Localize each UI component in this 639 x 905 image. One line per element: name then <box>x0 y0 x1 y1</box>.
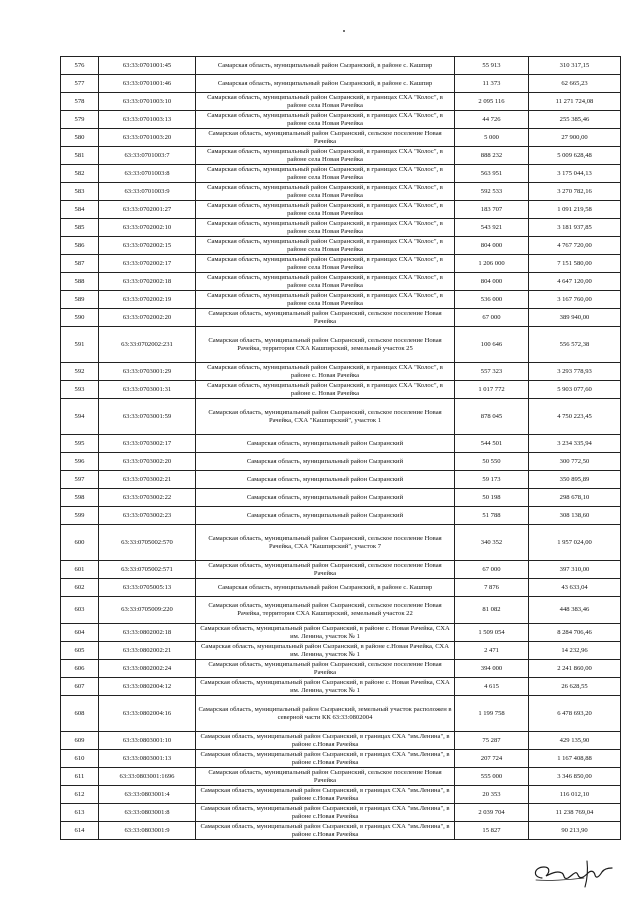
area-cell: 1 509 054 <box>455 624 529 642</box>
cadastral-number-cell: 63:33:0702002:19 <box>99 291 196 309</box>
cadastral-number-cell: 63:33:0802004:12 <box>99 678 196 696</box>
row-number-cell: 609 <box>61 732 99 750</box>
cadastral-cost-cell: 448 383,46 <box>529 597 621 624</box>
location-cell: Самарская область, муниципальный район Сызранский, в границах СХА "Колос", в районе села Новая Рачейка <box>196 273 455 291</box>
cadastral-number-cell: 63:33:0802002:18 <box>99 624 196 642</box>
cadastral-number-cell: 63:33:0703002:22 <box>99 489 196 507</box>
location-cell: Самарская область, муниципальный район Сызранский, сельское поселение Новая Рачейка <box>196 309 455 327</box>
row-number-cell: 580 <box>61 129 99 147</box>
location-cell: Самарская область, муниципальный район Сызранский, в границах СХА "им.Ленина", в районе с.Новая Рачейка <box>196 804 455 822</box>
area-cell: 5 000 <box>455 129 529 147</box>
row-number-cell: 608 <box>61 696 99 732</box>
area-cell: 15 827 <box>455 822 529 840</box>
area-cell: 51 788 <box>455 507 529 525</box>
cadastral-cost-cell: 255 385,46 <box>529 111 621 129</box>
location-cell: Самарская область, муниципальный район Сызранский, земельный участок расположен в северной части КК 63:33:0802004 <box>196 696 455 732</box>
cadastral-number-cell: 63:33:0701003:9 <box>99 183 196 201</box>
location-cell: Самарская область, муниципальный район Сызранский, в границах СХА "Колос", в районе села Новая Рачейка <box>196 237 455 255</box>
row-number-cell: 588 <box>61 273 99 291</box>
row-number-cell: 595 <box>61 435 99 453</box>
table-row <box>61 696 621 732</box>
row-number-cell: 599 <box>61 507 99 525</box>
area-cell: 555 000 <box>455 768 529 786</box>
row-number-cell: 606 <box>61 660 99 678</box>
table-row <box>61 147 621 165</box>
area-cell: 75 287 <box>455 732 529 750</box>
area-cell: 4 615 <box>455 678 529 696</box>
cadastral-cost-cell: 4 750 223,45 <box>529 399 621 435</box>
cadastral-number-cell: 63:33:0803001:10 <box>99 732 196 750</box>
row-number-cell: 596 <box>61 453 99 471</box>
row-number-cell: 587 <box>61 255 99 273</box>
scan-speck <box>343 30 345 32</box>
table-row <box>61 381 621 399</box>
table-row <box>61 129 621 147</box>
location-cell: Самарская область, муниципальный район Сызранский, в границах СХА "Колос", в районе села Новая Рачейка <box>196 291 455 309</box>
area-cell: 543 921 <box>455 219 529 237</box>
cadastral-cost-cell: 5 903 077,60 <box>529 381 621 399</box>
table-row <box>61 363 621 381</box>
area-cell: 804 000 <box>455 237 529 255</box>
location-cell: Самарская область, муниципальный район Сызранский, в границах СХА "Колос", в районе села Новая Рачейка <box>196 111 455 129</box>
table-row <box>61 750 621 768</box>
row-number-cell: 612 <box>61 786 99 804</box>
location-cell: Самарская область, муниципальный район Сызранский, в границах СХА "Колос", в районе села Новая Рачейка <box>196 165 455 183</box>
table-row <box>61 435 621 453</box>
cadastral-cost-cell: 556 572,38 <box>529 327 621 363</box>
cadastral-cost-cell: 397 310,00 <box>529 561 621 579</box>
table-row <box>61 183 621 201</box>
cadastral-number-cell: 63:33:0705005:13 <box>99 579 196 597</box>
cadastral-number-cell: 63:33:0803001:13 <box>99 750 196 768</box>
location-cell: Самарская область, муниципальный район Сызранский, сельское поселение Новая Рачейка <box>196 768 455 786</box>
cadastral-cost-cell: 350 895,89 <box>529 471 621 489</box>
cadastral-number-cell: 63:33:0803001:1696 <box>99 768 196 786</box>
row-number-cell: 602 <box>61 579 99 597</box>
cadastral-cost-cell: 27 900,00 <box>529 129 621 147</box>
row-number-cell: 607 <box>61 678 99 696</box>
table-row <box>61 561 621 579</box>
row-number-cell: 591 <box>61 327 99 363</box>
area-cell: 394 000 <box>455 660 529 678</box>
area-cell: 2 039 704 <box>455 804 529 822</box>
location-cell: Самарская область, муниципальный район Сызранский, сельское поселение Новая Рачейка <box>196 561 455 579</box>
cadastral-cost-cell: 300 772,50 <box>529 453 621 471</box>
cadastral-number-cell: 63:33:0701003:7 <box>99 147 196 165</box>
cadastral-number-cell: 63:33:0701003:8 <box>99 165 196 183</box>
area-cell: 1 206 000 <box>455 255 529 273</box>
location-cell: Самарская область, муниципальный район Сызранский, в границах СХА "Колос", в районе села Новая Рачейка <box>196 201 455 219</box>
table-row <box>61 660 621 678</box>
cadastral-number-cell: 63:33:0701003:10 <box>99 93 196 111</box>
cadastral-number-cell: 63:33:0701003:13 <box>99 111 196 129</box>
cadastral-cost-cell: 4 767 720,00 <box>529 237 621 255</box>
cadastral-number-cell: 63:33:0703002:23 <box>99 507 196 525</box>
location-cell: Самарская область, муниципальный район Сызранский <box>196 507 455 525</box>
table-row <box>61 273 621 291</box>
row-number-cell: 603 <box>61 597 99 624</box>
table-row <box>61 489 621 507</box>
row-number-cell: 605 <box>61 642 99 660</box>
location-cell: Самарская область, муниципальный район Сызранский, в районе с. Новая Рачейка, СХА им. Ленина, участок № 1 <box>196 624 455 642</box>
location-cell: Самарская область, муниципальный район Сызранский, в границах СХА "им.Ленина", в районе с.Новая Рачейка <box>196 732 455 750</box>
cadastral-number-cell: 63:33:0802004:16 <box>99 696 196 732</box>
cadastral-cost-cell: 11 271 724,08 <box>529 93 621 111</box>
row-number-cell: 604 <box>61 624 99 642</box>
cadastral-cost-cell: 1 091 219,58 <box>529 201 621 219</box>
cadastral-number-cell: 63:33:0703001:59 <box>99 399 196 435</box>
land-plots-table <box>60 56 621 840</box>
area-cell: 536 000 <box>455 291 529 309</box>
row-number-cell: 582 <box>61 165 99 183</box>
cadastral-cost-cell: 3 167 760,00 <box>529 291 621 309</box>
row-number-cell: 598 <box>61 489 99 507</box>
cadastral-cost-cell: 6 478 693,20 <box>529 696 621 732</box>
table-row <box>61 201 621 219</box>
table-row <box>61 507 621 525</box>
area-cell: 563 951 <box>455 165 529 183</box>
table-row <box>61 165 621 183</box>
cadastral-cost-cell: 3 346 850,00 <box>529 768 621 786</box>
row-number-cell: 578 <box>61 93 99 111</box>
cadastral-number-cell: 63:33:0702002:17 <box>99 255 196 273</box>
cadastral-cost-cell: 116 012,10 <box>529 786 621 804</box>
row-number-cell: 589 <box>61 291 99 309</box>
cadastral-cost-cell: 43 633,04 <box>529 579 621 597</box>
location-cell: Самарская область, муниципальный район Сызранский, в границах СХА "Колос", в районе села Новая Рачейка <box>196 255 455 273</box>
table-row <box>61 642 621 660</box>
table-row <box>61 453 621 471</box>
area-cell: 67 000 <box>455 309 529 327</box>
area-cell: 2 471 <box>455 642 529 660</box>
location-cell: Самарская область, муниципальный район Сызранский <box>196 471 455 489</box>
table-row <box>61 786 621 804</box>
cadastral-number-cell: 63:33:0702002:15 <box>99 237 196 255</box>
cadastral-cost-cell: 2 241 860,00 <box>529 660 621 678</box>
location-cell: Самарская область, муниципальный район Сызранский, в районе с. Кашпир <box>196 57 455 75</box>
cadastral-number-cell: 63:33:0703002:17 <box>99 435 196 453</box>
location-cell: Самарская область, муниципальный район Сызранский, в районе с. Новая Рачейка, СХА им. Ленина, участок № 1 <box>196 678 455 696</box>
cadastral-cost-cell: 4 647 120,00 <box>529 273 621 291</box>
location-cell: Самарская область, муниципальный район Сызранский, в районе с. Кашпир <box>196 579 455 597</box>
cadastral-number-cell: 63:33:0703002:21 <box>99 471 196 489</box>
location-cell: Самарская область, муниципальный район Сызранский, в районе с. Кашпир <box>196 75 455 93</box>
cadastral-cost-cell: 310 317,15 <box>529 57 621 75</box>
row-number-cell: 581 <box>61 147 99 165</box>
cadastral-cost-cell: 5 009 628,48 <box>529 147 621 165</box>
cadastral-number-cell: 63:33:0705002:570 <box>99 525 196 561</box>
area-cell: 59 173 <box>455 471 529 489</box>
cadastral-cost-cell: 62 665,23 <box>529 75 621 93</box>
area-cell: 888 232 <box>455 147 529 165</box>
cadastral-cost-cell: 389 940,00 <box>529 309 621 327</box>
row-number-cell: 579 <box>61 111 99 129</box>
cadastral-cost-cell: 3 175 044,13 <box>529 165 621 183</box>
area-cell: 7 876 <box>455 579 529 597</box>
area-cell: 67 000 <box>455 561 529 579</box>
cadastral-cost-cell: 11 238 769,04 <box>529 804 621 822</box>
location-cell: Самарская область, муниципальный район Сызранский, в районе с.Новая Рачейка, СХА им. Ленина, участок № 1 <box>196 642 455 660</box>
table-row <box>61 471 621 489</box>
row-number-cell: 594 <box>61 399 99 435</box>
cadastral-number-cell: 63:33:0701001:46 <box>99 75 196 93</box>
table-row <box>61 327 621 363</box>
location-cell: Самарская область, муниципальный район Сызранский <box>196 435 455 453</box>
table-row <box>61 111 621 129</box>
row-number-cell: 597 <box>61 471 99 489</box>
cadastral-cost-cell: 3 293 778,93 <box>529 363 621 381</box>
area-cell: 557 323 <box>455 363 529 381</box>
cadastral-number-cell: 63:33:0702001:27 <box>99 201 196 219</box>
table-row <box>61 768 621 786</box>
cadastral-number-cell: 63:33:0703002:20 <box>99 453 196 471</box>
row-number-cell: 610 <box>61 750 99 768</box>
table-row <box>61 579 621 597</box>
area-cell: 878 045 <box>455 399 529 435</box>
location-cell: Самарская область, муниципальный район Сызранский <box>196 489 455 507</box>
cadastral-cost-cell: 308 138,60 <box>529 507 621 525</box>
row-number-cell: 613 <box>61 804 99 822</box>
area-cell: 55 913 <box>455 57 529 75</box>
cadastral-number-cell: 63:33:0702002:18 <box>99 273 196 291</box>
table-row <box>61 237 621 255</box>
cadastral-cost-cell: 298 678,10 <box>529 489 621 507</box>
location-cell: Самарская область, муниципальный район Сызранский, сельское поселение Новая Рачейка <box>196 129 455 147</box>
area-cell: 804 000 <box>455 273 529 291</box>
area-cell: 44 726 <box>455 111 529 129</box>
cadastral-number-cell: 63:33:0803001:4 <box>99 786 196 804</box>
table-row <box>61 255 621 273</box>
location-cell: Самарская область, муниципальный район Сызранский, в границах СХА "Колос", в районе села Новая Рачейка <box>196 219 455 237</box>
table-row <box>61 597 621 624</box>
area-cell: 1 199 758 <box>455 696 529 732</box>
cadastral-number-cell: 63:33:0701001:45 <box>99 57 196 75</box>
cadastral-cost-cell: 3 234 335,94 <box>529 435 621 453</box>
table-row <box>61 309 621 327</box>
location-cell: Самарская область, муниципальный район Сызранский <box>196 453 455 471</box>
area-cell: 100 646 <box>455 327 529 363</box>
cadastral-cost-cell: 90 213,90 <box>529 822 621 840</box>
cadastral-number-cell: 63:33:0802002:24 <box>99 660 196 678</box>
location-cell: Самарская область, муниципальный район Сызранский, в границах СХА "им.Ленина", в районе с.Новая Рачейка <box>196 786 455 804</box>
area-cell: 592 533 <box>455 183 529 201</box>
area-cell: 544 501 <box>455 435 529 453</box>
table-row <box>61 219 621 237</box>
table-row <box>61 93 621 111</box>
cadastral-number-cell: 63:33:0702002:20 <box>99 309 196 327</box>
area-cell: 81 082 <box>455 597 529 624</box>
location-cell: Самарская область, муниципальный район Сызранский, сельское поселение Новая Рачейка, территория СХА Кашпирский, земельный участок 22 <box>196 597 455 624</box>
cadastral-cost-cell: 1 957 024,00 <box>529 525 621 561</box>
cadastral-cost-cell: 429 135,90 <box>529 732 621 750</box>
table-row <box>61 624 621 642</box>
cadastral-cost-cell: 14 232,96 <box>529 642 621 660</box>
table-row <box>61 75 621 93</box>
area-cell: 207 724 <box>455 750 529 768</box>
location-cell: Самарская область, муниципальный район Сызранский, в границах СХА "Колос", в районе с. Новая Рачейка <box>196 363 455 381</box>
cadastral-cost-cell: 26 628,55 <box>529 678 621 696</box>
table-row <box>61 399 621 435</box>
location-cell: Самарская область, муниципальный район Сызранский, в границах СХА "им.Ленина", в районе с.Новая Рачейка <box>196 822 455 840</box>
area-cell: 50 198 <box>455 489 529 507</box>
location-cell: Самарская область, муниципальный район Сызранский, в границах СХА "Колос", в районе села Новая Рачейка <box>196 147 455 165</box>
row-number-cell: 600 <box>61 525 99 561</box>
location-cell: Самарская область, муниципальный район Сызранский, в границах СХА "Колос", в районе с. Новая Рачейка <box>196 381 455 399</box>
cadastral-number-cell: 63:33:0705002:571 <box>99 561 196 579</box>
row-number-cell: 585 <box>61 219 99 237</box>
location-cell: Самарская область, муниципальный район Сызранский, в границах СХА "Колос", в районе села Новая Рачейка <box>196 183 455 201</box>
cadastral-number-cell: 63:33:0705009:220 <box>99 597 196 624</box>
row-number-cell: 577 <box>61 75 99 93</box>
cadastral-number-cell: 63:33:0702002:231 <box>99 327 196 363</box>
table-body <box>61 57 621 840</box>
cadastral-number-cell: 63:33:0803001:9 <box>99 822 196 840</box>
area-cell: 2 095 116 <box>455 93 529 111</box>
cadastral-cost-cell: 3 181 937,85 <box>529 219 621 237</box>
area-cell: 50 550 <box>455 453 529 471</box>
cadastral-number-cell: 63:33:0703001:29 <box>99 363 196 381</box>
location-cell: Самарская область, муниципальный район Сызранский, сельское поселение Новая Рачейка, СХА "Кашпирский", участок 7 <box>196 525 455 561</box>
area-cell: 340 352 <box>455 525 529 561</box>
cadastral-cost-cell: 3 270 782,16 <box>529 183 621 201</box>
cadastral-cost-cell: 1 167 408,88 <box>529 750 621 768</box>
location-cell: Самарская область, муниципальный район Сызранский, сельское поселение Новая Рачейка <box>196 660 455 678</box>
cadastral-number-cell: 63:33:0802002:21 <box>99 642 196 660</box>
cadastral-number-cell: 63:33:0702002:10 <box>99 219 196 237</box>
table-row <box>61 57 621 75</box>
cadastral-number-cell: 63:33:0701003:20 <box>99 129 196 147</box>
row-number-cell: 601 <box>61 561 99 579</box>
location-cell: Самарская область, муниципальный район Сызранский, в границах СХА "им.Ленина", в районе с.Новая Рачейка <box>196 750 455 768</box>
cadastral-cost-cell: 8 284 706,46 <box>529 624 621 642</box>
cadastral-cost-cell: 7 151 580,00 <box>529 255 621 273</box>
location-cell: Самарская область, муниципальный район Сызранский, в границах СХА "Колос", в районе села Новая Рачейка <box>196 93 455 111</box>
area-cell: 20 353 <box>455 786 529 804</box>
area-cell: 11 373 <box>455 75 529 93</box>
row-number-cell: 586 <box>61 237 99 255</box>
table-row <box>61 732 621 750</box>
row-number-cell: 590 <box>61 309 99 327</box>
row-number-cell: 614 <box>61 822 99 840</box>
cadastral-number-cell: 63:33:0803001:8 <box>99 804 196 822</box>
table-row <box>61 678 621 696</box>
location-cell: Самарская область, муниципальный район Сызранский, сельское поселение Новая Рачейка, территория СХА Кашпирский, земельный участок 25 <box>196 327 455 363</box>
row-number-cell: 584 <box>61 201 99 219</box>
table-row <box>61 525 621 561</box>
handwritten-signature <box>528 858 614 888</box>
row-number-cell: 583 <box>61 183 99 201</box>
cadastral-number-cell: 63:33:0703001:31 <box>99 381 196 399</box>
row-number-cell: 611 <box>61 768 99 786</box>
table-row <box>61 822 621 840</box>
area-cell: 183 707 <box>455 201 529 219</box>
row-number-cell: 592 <box>61 363 99 381</box>
row-number-cell: 593 <box>61 381 99 399</box>
row-number-cell: 576 <box>61 57 99 75</box>
table-row <box>61 291 621 309</box>
area-cell: 1 017 772 <box>455 381 529 399</box>
table-row <box>61 804 621 822</box>
location-cell: Самарская область, муниципальный район Сызранский, сельское поселение Новая Рачейка, СХА "Кашпирский", участок 1 <box>196 399 455 435</box>
